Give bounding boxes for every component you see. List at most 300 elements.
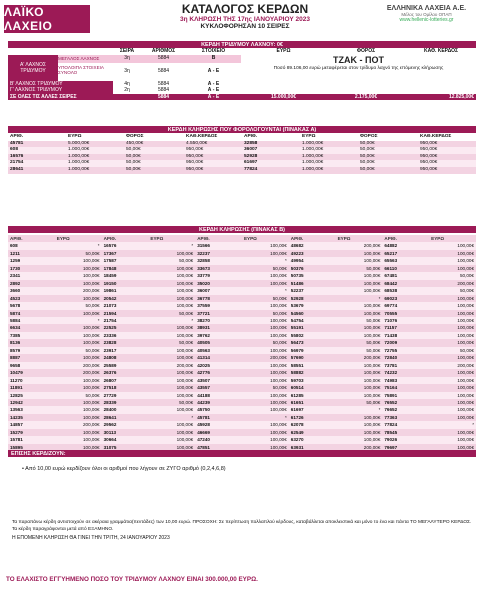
table-b (8, 235, 476, 451)
table-cell: 200,00€ (429, 280, 476, 287)
table-cell: 100,00€ (148, 280, 195, 287)
table-cell: 100,00€ (429, 339, 476, 346)
table-cell: 608 (10, 147, 19, 153)
table-cell: 3660 (8, 287, 55, 294)
table-b-title: ΚΕΡΔΗ ΚΛΗΡΩΣΗΣ (ΠΙΝΑΚΑΣ Β) (8, 226, 476, 233)
table-cell: 74232 (382, 369, 429, 376)
brand-sub: Μέλος του Ομίλου ΟΠΑΠ (401, 12, 452, 17)
table-cell: 100,00€ (148, 369, 195, 376)
table-row (8, 295, 476, 302)
table-cell: * (148, 414, 195, 421)
table-cell: 100,00€ (242, 444, 289, 451)
table-cell: 50,00€ (429, 347, 476, 354)
table-cell: 50,00€ (360, 153, 375, 159)
table-cell: 50,00€ (242, 265, 289, 272)
table-cell: 100,00€ (242, 392, 289, 399)
table-row (8, 141, 476, 148)
table-cell: 100,00€ (148, 377, 195, 384)
table-cell: 14235 (8, 414, 55, 421)
table-row (8, 250, 476, 257)
tridymo-table (8, 48, 476, 100)
table-cell: 45781 (10, 140, 24, 146)
table-cell: 38270 (195, 317, 242, 324)
table-cell: 100,00€ (336, 332, 383, 339)
table-cell: 100,00€ (148, 265, 195, 272)
table-row (8, 436, 476, 443)
table-cell: 100,00€ (55, 414, 102, 421)
table-cell: 64882 (382, 242, 429, 249)
table-cell: 13563 (8, 406, 55, 413)
ta-col: ΕΥΡΩ (302, 134, 316, 139)
table-row (8, 147, 476, 154)
table-row (8, 324, 476, 331)
table-cell: 75164 (382, 384, 429, 391)
table-cell: 100,00€ (148, 287, 195, 294)
table-cell: 72009 (382, 339, 429, 346)
table-cell: 100,00€ (148, 302, 195, 309)
all-tax: 2.175,00€ (354, 93, 378, 100)
table-cell: 100,00€ (429, 436, 476, 443)
table-cell: 200,00€ (55, 421, 102, 428)
col-stoixeio: ΣΤΟΙΧΕΙΟ (201, 48, 226, 54)
table-row (8, 167, 476, 174)
table-cell: 50,00€ (55, 250, 102, 257)
table-cell: 54754 (289, 317, 336, 324)
ta-col: ΑΡΙΘ. (10, 134, 24, 139)
all-num: 5884 (157, 93, 170, 100)
table-cell: 43507 (195, 377, 242, 384)
table-cell: 24808 (102, 354, 149, 361)
table-cell: 100,00€ (429, 444, 476, 451)
table-row (8, 406, 476, 413)
table-cell: 54560 (289, 310, 336, 317)
table-cell: 100,00€ (429, 310, 476, 317)
table-cell: 32858 (195, 257, 242, 264)
table-cell: 100,00€ (242, 429, 289, 436)
a2-ser: 3η (124, 68, 130, 75)
row-c (8, 87, 476, 94)
table-cell: 50,00€ (148, 339, 195, 346)
table-cell: 100,00€ (336, 414, 383, 421)
table-cell: 16576 (102, 242, 149, 249)
table-cell: 100,00€ (242, 302, 289, 309)
table-cell: 100,00€ (148, 444, 195, 451)
table-cell: 1730 (8, 265, 55, 272)
table-cell: 32237 (195, 250, 242, 257)
table-row (8, 242, 476, 249)
table-cell: 29562 (102, 421, 149, 428)
table-cell: 68442 (382, 280, 429, 287)
table-row (8, 369, 476, 376)
table-cell: 50,00€ (126, 153, 141, 159)
table-cell: 100,00€ (242, 250, 289, 257)
table-b-header (8, 235, 476, 242)
table-cell: 69774 (382, 302, 429, 309)
table-cell: 950,00€ (420, 153, 438, 159)
table-row (8, 265, 476, 272)
series-count: ΚΥΚΛΟΦΟΡΗΣΑΝ 10 ΣΕΙΡΕΣ (200, 23, 290, 30)
table-cell: 100,00€ (429, 354, 476, 361)
a1-ser: 3η (124, 55, 130, 62)
table-cell: 61726 (289, 414, 336, 421)
tb-col: ΕΥΡΩ (148, 235, 195, 242)
table-cell: 19861 (102, 287, 149, 294)
table-cell: 69023 (382, 295, 429, 302)
col-arithmos: ΑΡΙΘΜΟΣ (151, 48, 176, 54)
table-cell: 100,00€ (429, 377, 476, 384)
col-kath: ΚΑΘ. ΚΕΡΔΟΣ (423, 48, 458, 54)
table-cell: 100,00€ (55, 324, 102, 331)
table-cell: 100,00€ (148, 324, 195, 331)
tb-col: ΕΥΡΩ (429, 235, 476, 242)
table-cell: 100,00€ (336, 421, 383, 428)
ta-col: ΦΟΡΟΣ (360, 134, 378, 139)
table-cell: 76652 (382, 406, 429, 413)
table-cell: 63270 (289, 436, 336, 443)
table-cell: 50,00€ (55, 302, 102, 309)
table-cell: 200,00€ (242, 354, 289, 361)
table-cell: 55802 (289, 332, 336, 339)
table-cell: 100,00€ (336, 257, 383, 264)
table-cell: 100,00€ (55, 295, 102, 302)
table-cell: 50,00€ (126, 160, 141, 166)
table-cell: 77824 (244, 166, 258, 172)
table-cell: 66110 (382, 265, 429, 272)
table-cell: 100,00€ (55, 406, 102, 413)
table-row (8, 399, 476, 406)
table-cell: 65563 (382, 257, 429, 264)
b-num: 5884 (141, 81, 186, 88)
table-cell: 100,00€ (148, 332, 195, 339)
table-row (8, 287, 476, 294)
table-cell: 26376 (102, 369, 149, 376)
table-cell: 58551 (289, 362, 336, 369)
brand-url[interactable]: www.hellenic-lotteries.gr (399, 17, 454, 23)
table-cell: 200,00€ (429, 362, 476, 369)
jackpot: ΤΖΑΚ - ΠΟΤ (333, 54, 384, 65)
table-cell: 25589 (102, 362, 149, 369)
table-cell: 1259 (8, 257, 55, 264)
table-cell: 61697 (244, 160, 258, 166)
table-cell: 100,00€ (336, 302, 383, 309)
table-cell: * (148, 317, 195, 324)
table-cell: 37721 (195, 310, 242, 317)
brand-block (374, 5, 479, 23)
table-cell: 1.000,00€ (68, 160, 90, 166)
table-cell: 9658 (8, 362, 55, 369)
table-cell: 26807 (102, 377, 149, 384)
table-cell: 73781 (382, 362, 429, 369)
table-cell: 44239 (195, 399, 242, 406)
ta-col: ΕΥΡΩ (68, 134, 82, 139)
table-cell: 61697 (289, 406, 336, 413)
table-cell: 100,00€ (55, 310, 102, 317)
table-cell: 74983 (382, 377, 429, 384)
table-cell: 12825 (8, 392, 55, 399)
table-cell: 17587 (102, 257, 149, 264)
table-cell: 39762 (195, 332, 242, 339)
table-cell: 48682 (289, 242, 336, 249)
table-cell: 59703 (289, 377, 336, 384)
table-cell: 100,00€ (336, 324, 383, 331)
table-cell: 50376 (289, 265, 336, 272)
table-cell: 100,00€ (148, 295, 195, 302)
table-cell: 53679 (289, 302, 336, 309)
table-cell: 2341 (8, 272, 55, 279)
table-cell: 27729 (102, 392, 149, 399)
table-cell: 8579 (8, 347, 55, 354)
row-b (8, 81, 476, 88)
a-label: Α' ΛΑΧΝΟΣ ΤΡΙΔΥΜΟΥ (19, 61, 46, 74)
table-cell: 100,00€ (55, 339, 102, 346)
table-cell: 50,00€ (360, 147, 375, 153)
table-cell: 41314 (195, 354, 242, 361)
table-cell: 38931 (195, 324, 242, 331)
a1-el: Β (211, 55, 216, 62)
table-cell: 58882 (289, 369, 336, 376)
table-cell: 100,00€ (148, 392, 195, 399)
table-cell: 12942 (8, 399, 55, 406)
table-cell: 50,00€ (148, 399, 195, 406)
table-cell: 100,00€ (242, 272, 289, 279)
page-title: ΚΑΤΑΛΟΓΟΣ ΚΕΡΔΩΝ (181, 2, 309, 16)
table-cell: 61651 (289, 399, 336, 406)
brand-name: ΕΛΛΗΝΙΚΑ ΛΑΧΕΙΑ Α.Ε. (386, 5, 467, 12)
table-cell: * (336, 295, 383, 302)
table-cell: 1.000,00€ (302, 140, 324, 146)
table-cell: 100,00€ (336, 310, 383, 317)
table-cell: 17848 (102, 265, 149, 272)
row-all (8, 94, 476, 101)
table-cell: 21073 (102, 302, 149, 309)
table-cell: 47851 (195, 444, 242, 451)
table-cell: * (148, 242, 195, 249)
col-seira: ΣΕΙΡΑ (119, 48, 135, 54)
table-cell: 62078 (289, 421, 336, 428)
table-cell: 49223 (289, 250, 336, 257)
table-cell: 71157 (382, 324, 429, 331)
col-euro: ΕΥΡΩ (276, 48, 291, 54)
table-a (8, 134, 476, 174)
table-row (8, 339, 476, 346)
tb-col: ΑΡΙΘ. (289, 235, 336, 242)
table-cell: 31075 (102, 444, 149, 451)
table-cell: 36007 (195, 287, 242, 294)
tb-col: ΑΡΙΘ. (195, 235, 242, 242)
table-cell: 50,00€ (242, 295, 289, 302)
table-row (8, 377, 476, 384)
table-cell: 56979 (289, 347, 336, 354)
table-cell: 950,00€ (420, 160, 438, 166)
banner: ΚΕΡΔΗ ΤΡΙΔΥΜΟΥ ΛΑΧΝΟΥ: 0€ (8, 41, 476, 48)
footer-note: Τα παραπάνω κέρδη αντιστοιχούν σε ακέραια γραμμάτια(πεντάδες) των 10,00 ευρώ. ΠΡΟΣΟΧΗ: Σε περίπτωση πολλαπλού κέρδους, καταβάλλεται αποκλειστικά και μόνο το ένα και πάντα ΤΟ ΜΕΓΑΛΥΤΕΡΟ ΚΕΡΔΟΣ. Τα κέρδη παραγράφονται μετά από ΕΞΑΜΗΝΟ. (12, 520, 472, 532)
table-cell: 200,00€ (148, 362, 195, 369)
table-cell: 100,00€ (55, 265, 102, 272)
table-cell: 950,00€ (420, 147, 438, 153)
table-cell: 23917 (102, 347, 149, 354)
table-cell: 100,00€ (242, 324, 289, 331)
a1-num: 5884 (157, 55, 170, 62)
all-el: Α - Ε (207, 93, 220, 100)
table-cell: 50,00€ (360, 166, 375, 172)
table-cell: 950,00€ (186, 166, 204, 172)
epi-text: • Από 10,00 ευρώ κερδίζουν όλοι οι αριθμοί που λήγουν σε ΖΥΓΟ αριθμό (0,2,4,6,8) (22, 466, 226, 472)
tb-col: ΑΡΙΘ. (102, 235, 149, 242)
table-cell: 100,00€ (336, 377, 383, 384)
table-row (8, 154, 476, 161)
table-cell: 51486 (289, 280, 336, 287)
table-row (8, 160, 476, 167)
row-a1 (8, 55, 476, 81)
table-cell: 100,00€ (55, 429, 102, 436)
table-cell: 50,00€ (242, 339, 289, 346)
table-cell: 30664 (102, 436, 149, 443)
table-cell: 608 (8, 242, 55, 249)
table-cell: 950,00€ (420, 166, 438, 172)
table-cell: 77363 (382, 414, 429, 421)
jackpot-note: Ποσό 89.106,00 ευρώ μεταφέρεται στον τρίδυμο λαχνό της επόμενης κλήρωσης (273, 65, 444, 71)
table-cell: 1.000,00€ (68, 153, 90, 159)
table-cell: 19150 (102, 280, 149, 287)
table-cell: 950,00€ (186, 153, 204, 159)
guarantee: ΤΟ ΕΛΑΧΙΣΤΟ ΕΓΓΥΗΜΕΝΟ ΠΟΣΟ ΤΟΥ ΤΡΙΔΥΜΟΥ ΛΑΧΝΟΥ ΕΙΝΑΙ 300.000,00 ΕΥΡΩ. (6, 576, 258, 583)
table-cell: 100,00€ (55, 436, 102, 443)
table-cell: 1.000,00€ (302, 160, 324, 166)
table-row (8, 310, 476, 317)
table-row (8, 347, 476, 354)
table-cell: 50,00€ (336, 317, 383, 324)
table-cell: 76552 (382, 399, 429, 406)
tridymo-header (8, 48, 476, 55)
table-cell: 71438 (382, 332, 429, 339)
table-cell: 100,00€ (336, 436, 383, 443)
table-cell: 100,00€ (55, 377, 102, 384)
table-cell: 65217 (382, 250, 429, 257)
table-cell: 77824 (382, 421, 429, 428)
table-cell: 15279 (8, 429, 55, 436)
ta-col: ΑΡΙΘ. (244, 134, 258, 139)
table-row (8, 280, 476, 287)
next-draw: Η ΕΠΟΜΕΝΗ ΚΛΗΡΩΣΗ ΘΑ ΓΙΝΕΙ ΤΗΝ ΤΡΙΤΗ, 24 ΙΑΝΟΥΑΡΙΟΥ 2023 (12, 535, 170, 541)
table-cell: 1.000,00€ (68, 166, 90, 172)
table-cell: 100,00€ (429, 257, 476, 264)
c-num: 5884 (141, 87, 186, 94)
table-cell: * (336, 406, 383, 413)
table-cell: 50,00€ (336, 347, 383, 354)
table-cell: 100,00€ (242, 332, 289, 339)
table-cell: 5884 (8, 317, 55, 324)
table-cell: 100,00€ (429, 332, 476, 339)
table-cell: 71076 (382, 317, 429, 324)
table-cell: 100,00€ (429, 324, 476, 331)
table-cell: 100,00€ (336, 429, 383, 436)
table-cell: 21754 (10, 160, 24, 166)
table-cell: 21754 (102, 317, 149, 324)
table-cell: 100,00€ (242, 436, 289, 443)
table-cell: 52928 (244, 153, 258, 159)
table-cell: 950,00€ (186, 147, 204, 153)
table-cell: 100,00€ (55, 444, 102, 451)
table-cell: 100,00€ (148, 429, 195, 436)
table-cell: 100,00€ (429, 265, 476, 272)
table-cell: 35020 (195, 280, 242, 287)
epi-title: ΕΠΙΣΗΣ ΚΕΡΔΙΖΟΥΝ: (8, 450, 476, 457)
table-cell: 50,00€ (55, 392, 102, 399)
table-cell: 36778 (195, 295, 242, 302)
table-cell: 100,00€ (429, 392, 476, 399)
b-label: Β' ΛΑΧΝΟΣ ΤΡΙΔΥΜΟΥ (10, 80, 63, 87)
table-row (8, 354, 476, 361)
table-cell: 100,00€ (55, 332, 102, 339)
b-ser: 4η (113, 81, 141, 88)
table-cell: 45928 (195, 421, 242, 428)
table-cell: 42776 (195, 369, 242, 376)
table-cell: 100,00€ (336, 287, 383, 294)
table-cell: 46669 (195, 429, 242, 436)
table-cell: 100,00€ (242, 399, 289, 406)
table-cell: 75891 (382, 392, 429, 399)
table-cell: 68538 (382, 287, 429, 294)
table-cell: 100,00€ (55, 280, 102, 287)
table-cell: 28339 (102, 399, 149, 406)
table-cell: 56473 (289, 339, 336, 346)
table-cell: 100,00€ (429, 406, 476, 413)
table-cell: 4523 (8, 295, 55, 302)
table-cell: 31566 (195, 242, 242, 249)
table-cell: 1211 (8, 250, 55, 257)
table-cell: 79026 (382, 436, 429, 443)
table-cell: 50,00€ (429, 272, 476, 279)
table-cell: 32858 (244, 140, 258, 146)
all-net: 12.825,00€ (448, 93, 474, 100)
table-row (8, 272, 476, 279)
table-cell: 100,00€ (429, 242, 476, 249)
table-cell: 33779 (195, 272, 242, 279)
table-cell: 43557 (195, 384, 242, 391)
logo: ΛΑΪΚΟ ΛΑΧΕΙΟ (4, 5, 90, 33)
b-el: Α - Ε (186, 81, 241, 88)
table-cell: 100,00€ (429, 250, 476, 257)
tb-col: ΕΥΡΩ (242, 235, 289, 242)
a-cell (8, 55, 113, 81)
table-cell: 100,00€ (55, 384, 102, 391)
table-cell: 100,00€ (336, 280, 383, 287)
table-cell: 79697 (382, 444, 429, 451)
a2-num: 5884 (157, 68, 170, 75)
header (0, 0, 485, 40)
a2-label: ΥΠΟΛΟΙΠΑ ΣΤΟΙΧΕΙΑ ΣΥΝΟΛΟ (58, 64, 104, 76)
table-cell: 37559 (195, 302, 242, 309)
table-cell: 50,00€ (429, 287, 476, 294)
table-cell: 200,00€ (336, 444, 383, 451)
table-cell: 40505 (195, 339, 242, 346)
table-cell: 100,00€ (148, 421, 195, 428)
table-cell: 1.000,00€ (302, 166, 324, 172)
table-cell: 100,00€ (336, 384, 383, 391)
table-cell: 14857 (8, 421, 55, 428)
table-cell: 62549 (289, 429, 336, 436)
table-row (8, 429, 476, 436)
table-cell: 100,00€ (242, 347, 289, 354)
table-cell: 100,00€ (242, 377, 289, 384)
table-cell: 17367 (102, 250, 149, 257)
table-cell: 200,00€ (55, 369, 102, 376)
all-eur: 15.000,00€ (270, 93, 297, 100)
table-cell: 40563 (195, 347, 242, 354)
table-cell: * (55, 242, 102, 249)
table-cell: 10479 (8, 369, 55, 376)
table-cell: 1.000,00€ (68, 147, 90, 153)
